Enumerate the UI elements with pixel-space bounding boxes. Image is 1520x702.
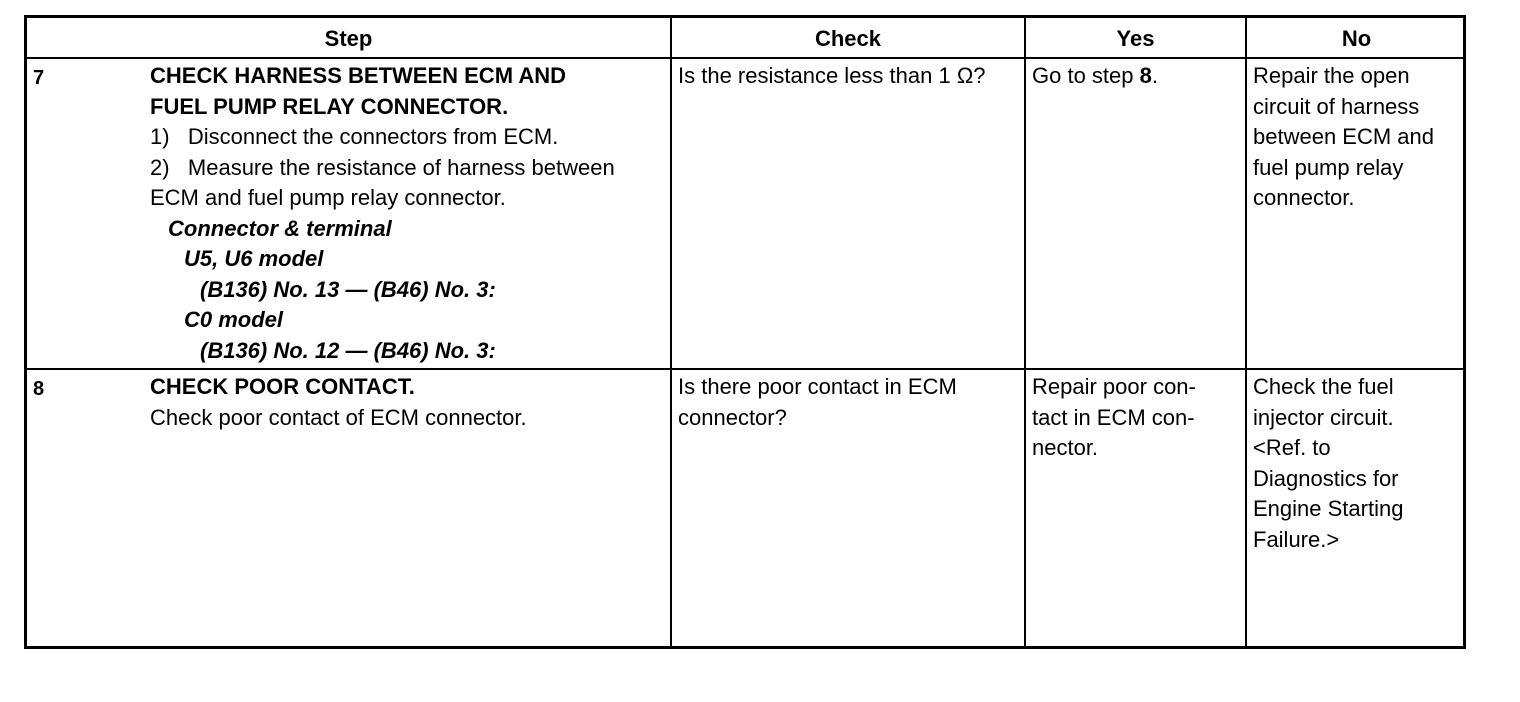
header-no: No — [1341, 26, 1372, 51]
step-body — [150, 372, 664, 433]
table-row — [27, 59, 1463, 370]
no-line: between ECM and — [1253, 124, 1434, 149]
yes-suffix: . — [1151, 63, 1158, 88]
header-check: Check — [814, 26, 882, 51]
yes-text — [1032, 61, 1241, 92]
yes-line: tact in ECM con- — [1032, 404, 1195, 430]
yes-line: Repair poor con- — [1032, 374, 1196, 399]
check-text — [678, 372, 1020, 433]
step-instruction: 1) Disconnect the connectors from ECM. — [150, 124, 559, 149]
no-line: Engine Starting — [1253, 496, 1404, 521]
diagnostic-table — [24, 15, 1466, 649]
yes-text — [1032, 372, 1241, 464]
step-body — [150, 61, 664, 366]
step-instruction: ECM and fuel pump relay connector. — [150, 185, 506, 210]
step-title-line: CHECK POOR CONTACT. — [150, 374, 415, 399]
no-cell — [1247, 59, 1466, 368]
no-line: <Ref. to — [1253, 435, 1331, 460]
step-cell — [27, 370, 670, 646]
no-line: fuel pump relay — [1253, 154, 1404, 180]
table-row — [27, 370, 1463, 646]
no-cell — [1247, 370, 1466, 646]
no-line: Diagnostics for — [1253, 465, 1399, 491]
yes-line: nector. — [1032, 435, 1099, 460]
spec-model: C0 model — [184, 307, 284, 332]
step-instruction: 2) Measure the resistance of harness between — [150, 154, 615, 180]
yes-prefix: Go to step — [1032, 63, 1140, 88]
spec-model: U5, U6 model — [184, 246, 324, 271]
check-text: Is the resistance less than 1 Ω? — [678, 63, 986, 88]
yes-step-ref: 8 — [1139, 63, 1152, 88]
check-line: Is there poor contact in ECM — [678, 374, 957, 399]
spec-terminals: (B136) No. 13 — (B46) No. 3: — [200, 276, 496, 302]
step-title-line: FUEL PUMP RELAY CONNECTOR. — [150, 93, 509, 119]
step-number: 7 — [33, 67, 45, 89]
yes-cell — [1026, 370, 1245, 646]
step-number: 8 — [33, 378, 45, 400]
no-line: connector. — [1253, 185, 1355, 210]
no-text — [1253, 372, 1462, 555]
step-instruction: Check poor contact of ECM connector. — [150, 404, 527, 430]
step-cell — [27, 59, 670, 368]
check-cell — [672, 59, 1024, 368]
no-line: injector circuit. — [1253, 404, 1394, 430]
spec-terminals: (B136) No. 12 — (B46) No. 3: — [200, 337, 496, 363]
no-line: Failure.> — [1253, 526, 1340, 552]
table-header-row — [27, 18, 1463, 59]
check-cell — [672, 370, 1024, 646]
no-text — [1253, 61, 1462, 214]
header-yes: Yes — [1116, 26, 1155, 51]
no-line: Repair the open — [1253, 63, 1410, 88]
step-title-line: CHECK HARNESS BETWEEN ECM AND — [150, 63, 566, 88]
header-step: Step — [324, 26, 373, 51]
check-line: connector? — [678, 404, 787, 430]
no-line: Check the fuel — [1253, 374, 1394, 399]
spec-heading: Connector & terminal — [168, 215, 392, 241]
yes-cell — [1026, 59, 1245, 368]
no-line: circuit of harness — [1253, 93, 1420, 119]
